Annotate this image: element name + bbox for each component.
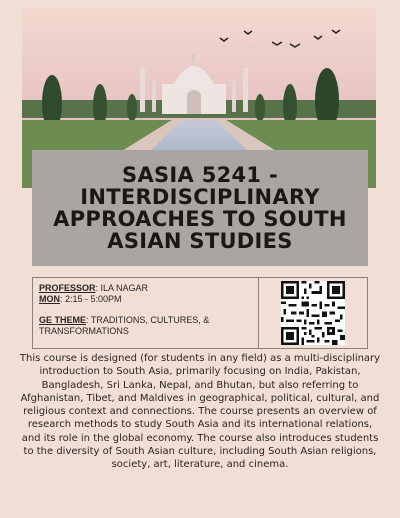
day-value: : 2:15 - 5:00PM bbox=[60, 294, 122, 304]
professor-line bbox=[39, 283, 252, 294]
course-title: SASIA 5241 - INTERDISCIPLINARY APPROACHES TO SOUTH ASIAN STUDIES bbox=[53, 163, 347, 253]
qr-code-icon[interactable] bbox=[281, 281, 345, 345]
day-label: MON bbox=[39, 294, 60, 304]
ge-theme-line bbox=[39, 315, 252, 337]
ge-theme-label: GE THEME bbox=[39, 315, 87, 325]
course-info-box bbox=[32, 277, 368, 349]
qr-code-cell bbox=[259, 278, 367, 348]
schedule-line bbox=[39, 294, 252, 305]
professor-value: : ILA NAGAR bbox=[95, 283, 149, 293]
ge-theme-value: : TRADITIONS, CULTURES, & TRANSFORMATIONS bbox=[39, 315, 210, 336]
course-title-box bbox=[32, 150, 368, 266]
professor-label: PROFESSOR bbox=[39, 283, 96, 293]
course-details bbox=[33, 278, 259, 348]
course-description: This course is designed (for students in any field) as a multi-disciplinary introduction to South Asia, primarily focusing on India, Pakistan, Bangladesh, Sri Lanka, Nepal, and Bhutan, but also referring to Afghanistan, Tibet, and Maldives in geographical, political, cultural, and religious context and connections. The course presents an overview of research methods to study South Asia and its international relations, and its role in the global economy. The course also introduces students to the diversity of South Asian culture, including South Asian religions, society, art, literature, and cinema. bbox=[19, 353, 381, 471]
